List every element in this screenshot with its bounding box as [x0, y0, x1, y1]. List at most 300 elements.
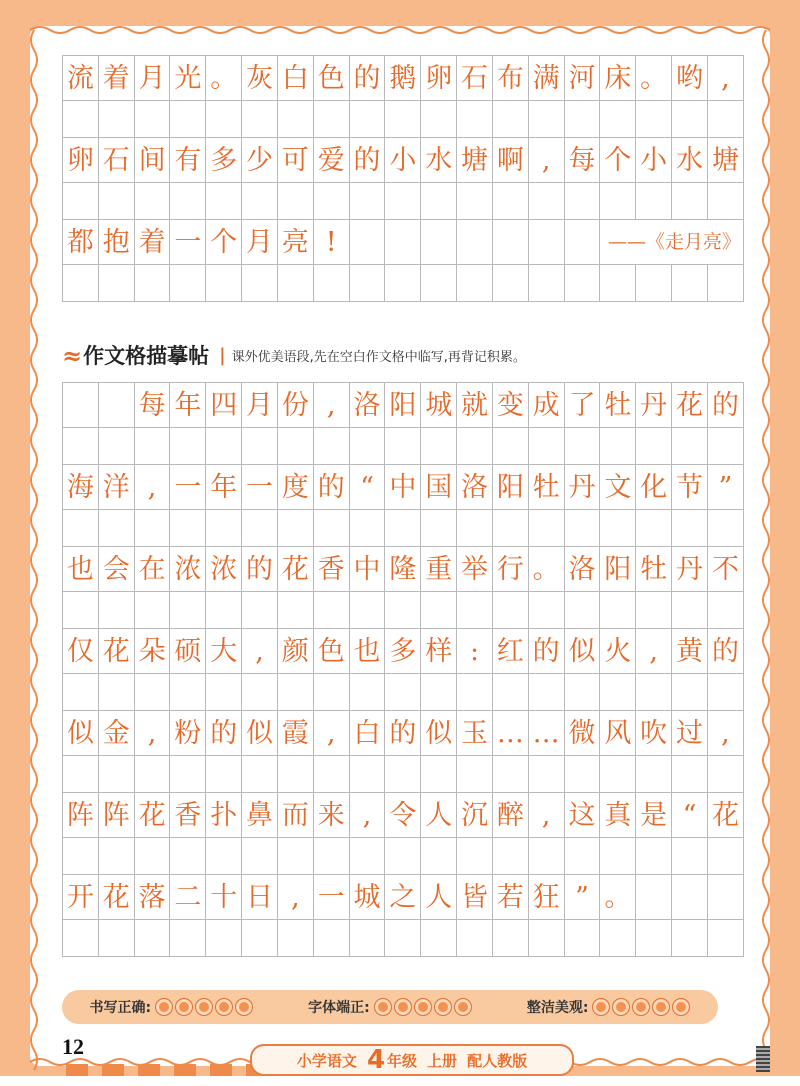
practice-cell[interactable]: [313, 183, 349, 220]
practice-cell[interactable]: [707, 920, 743, 957]
grid-cell: 城: [421, 383, 457, 428]
flower-icon[interactable]: [235, 998, 253, 1016]
grid-cell: 卵: [421, 56, 457, 101]
grid-cell: 皆: [457, 875, 493, 920]
practice-cell[interactable]: [564, 510, 600, 547]
practice-cell[interactable]: [564, 592, 600, 629]
practice-cell[interactable]: [707, 674, 743, 711]
practice-cell[interactable]: [134, 592, 170, 629]
practice-cell[interactable]: [492, 510, 528, 547]
grid-cell: 在: [134, 547, 170, 592]
practice-cell[interactable]: [707, 183, 743, 220]
grid-cell: 城: [349, 875, 385, 920]
practice-cell[interactable]: [600, 592, 636, 629]
practice-cell[interactable]: [349, 756, 385, 793]
volume-label: 上册: [427, 1051, 458, 1070]
practice-cell[interactable]: [63, 265, 99, 302]
grid-cell: 。: [528, 547, 564, 592]
practice-cell[interactable]: [170, 756, 206, 793]
wave-icon: ≈: [62, 340, 80, 370]
practice-cell[interactable]: [63, 674, 99, 711]
practice-cell[interactable]: [349, 101, 385, 138]
practice-cell[interactable]: [600, 920, 636, 957]
practice-cell[interactable]: [349, 183, 385, 220]
practice-cell[interactable]: [349, 510, 385, 547]
practice-cell[interactable]: [564, 838, 600, 875]
grid-practice-row: [63, 838, 744, 875]
practice-cell[interactable]: [707, 428, 743, 465]
practice-cell[interactable]: [170, 183, 206, 220]
practice-cell[interactable]: [564, 756, 600, 793]
practice-cell[interactable]: [313, 510, 349, 547]
practice-cell[interactable]: [564, 183, 600, 220]
practice-cell[interactable]: [492, 428, 528, 465]
practice-cell[interactable]: [134, 265, 170, 302]
grid-cell: …: [528, 711, 564, 756]
practice-cell[interactable]: [134, 756, 170, 793]
practice-cell[interactable]: [206, 265, 242, 302]
practice-cell[interactable]: [672, 920, 708, 957]
practice-cell[interactable]: [528, 101, 564, 138]
practice-cell[interactable]: [134, 674, 170, 711]
practice-cell[interactable]: [457, 510, 493, 547]
grid-cell: 成: [528, 383, 564, 428]
practice-cell[interactable]: [385, 510, 421, 547]
practice-cell[interactable]: [528, 838, 564, 875]
practice-cell[interactable]: [170, 510, 206, 547]
grid-cell: 样: [421, 629, 457, 674]
practice-cell[interactable]: [349, 838, 385, 875]
grid-cell: 日: [242, 875, 278, 920]
practice-cell[interactable]: [313, 428, 349, 465]
practice-cell[interactable]: [349, 674, 385, 711]
practice-cell[interactable]: [457, 101, 493, 138]
grid-cell: 醉: [492, 793, 528, 838]
practice-cell[interactable]: [98, 756, 134, 793]
practice-cell[interactable]: [277, 265, 313, 302]
practice-cell[interactable]: [385, 428, 421, 465]
flower-icon[interactable]: [374, 998, 392, 1016]
practice-cell[interactable]: [63, 838, 99, 875]
grid-cell: 一: [242, 465, 278, 510]
practice-cell[interactable]: [564, 265, 600, 302]
practice-cell[interactable]: [492, 101, 528, 138]
practice-cell[interactable]: [98, 101, 134, 138]
practice-cell[interactable]: [277, 101, 313, 138]
practice-cell[interactable]: [134, 920, 170, 957]
grid-cell: 之: [385, 875, 421, 920]
practice-cell[interactable]: [385, 101, 421, 138]
practice-cell[interactable]: [242, 183, 278, 220]
flower-icon[interactable]: [195, 998, 213, 1016]
practice-cell[interactable]: [457, 920, 493, 957]
practice-cell[interactable]: [170, 265, 206, 302]
practice-cell[interactable]: [636, 183, 672, 220]
grade-number: 4: [366, 1045, 386, 1075]
grid-cell: ,: [707, 711, 743, 756]
practice-cell[interactable]: [242, 920, 278, 957]
flower-icon[interactable]: [652, 998, 670, 1016]
practice-cell[interactable]: [528, 920, 564, 957]
practice-cell[interactable]: [385, 920, 421, 957]
grid-text-row: [63, 383, 744, 428]
section-title: 作文格描摹帖: [83, 344, 210, 368]
practice-cell[interactable]: [707, 838, 743, 875]
practice-cell[interactable]: [457, 183, 493, 220]
grid-cell: 扑: [206, 793, 242, 838]
citation: ——《走月亮》: [600, 220, 744, 265]
practice-cell[interactable]: [206, 674, 242, 711]
practice-cell[interactable]: [672, 428, 708, 465]
grid-cell: 牡: [636, 547, 672, 592]
practice-cell[interactable]: [421, 101, 457, 138]
practice-cell[interactable]: [242, 101, 278, 138]
grid-cell: 的: [313, 465, 349, 510]
practice-cell[interactable]: [564, 428, 600, 465]
flower-icon[interactable]: [155, 998, 173, 1016]
grid-cell: ,: [134, 465, 170, 510]
practice-cell[interactable]: [206, 428, 242, 465]
practice-cell[interactable]: [313, 838, 349, 875]
practice-cell[interactable]: [492, 920, 528, 957]
grid-cell: 颜: [277, 629, 313, 674]
grid-cell: [636, 875, 672, 920]
practice-cell[interactable]: [528, 592, 564, 629]
practice-cell[interactable]: [242, 510, 278, 547]
practice-cell[interactable]: [564, 674, 600, 711]
practice-cell[interactable]: [672, 510, 708, 547]
practice-cell[interactable]: [707, 592, 743, 629]
grid-practice-row: [63, 756, 744, 793]
grid-cell: 一: [170, 220, 206, 265]
practice-cell[interactable]: [672, 183, 708, 220]
practice-cell[interactable]: [385, 592, 421, 629]
flower-icon[interactable]: [434, 998, 452, 1016]
grid-cell: 会: [98, 547, 134, 592]
practice-cell[interactable]: [636, 756, 672, 793]
grid-cell: 狂: [528, 875, 564, 920]
grid-cell: 不: [707, 547, 743, 592]
practice-cell[interactable]: [707, 756, 743, 793]
practice-cell[interactable]: [672, 592, 708, 629]
practice-cell[interactable]: [134, 428, 170, 465]
practice-cell[interactable]: [349, 265, 385, 302]
practice-cell[interactable]: [134, 183, 170, 220]
practice-cell[interactable]: [242, 838, 278, 875]
practice-cell[interactable]: [636, 265, 672, 302]
grid-cell: 火: [600, 629, 636, 674]
grid-cell: 哟: [672, 56, 708, 101]
practice-cell[interactable]: [313, 756, 349, 793]
practice-cell[interactable]: [457, 428, 493, 465]
practice-cell[interactable]: [63, 510, 99, 547]
practice-cell[interactable]: [457, 838, 493, 875]
practice-cell[interactable]: [206, 920, 242, 957]
grid-cell: 举: [457, 547, 493, 592]
grid-cell: 着: [98, 56, 134, 101]
grid-cell: [349, 220, 385, 265]
practice-cell[interactable]: [206, 183, 242, 220]
practice-cell[interactable]: [170, 920, 206, 957]
practice-cell[interactable]: [98, 674, 134, 711]
practice-cell[interactable]: [349, 920, 385, 957]
grid-cell: 花: [277, 547, 313, 592]
practice-cell[interactable]: [385, 756, 421, 793]
grid-cell: ,: [528, 138, 564, 183]
rating-item: [90, 997, 254, 1017]
practice-cell[interactable]: [492, 592, 528, 629]
practice-cell[interactable]: [457, 592, 493, 629]
practice-cell[interactable]: [492, 838, 528, 875]
grid-cell: 似: [242, 711, 278, 756]
grid-cell: 重: [421, 547, 457, 592]
practice-cell[interactable]: [600, 428, 636, 465]
grid-cell: 每: [134, 383, 170, 428]
practice-cell[interactable]: [170, 674, 206, 711]
practice-cell[interactable]: [421, 592, 457, 629]
practice-cell[interactable]: [170, 101, 206, 138]
practice-cell[interactable]: [421, 265, 457, 302]
flower-icon[interactable]: [175, 998, 193, 1016]
practice-cell[interactable]: [206, 510, 242, 547]
flower-icon[interactable]: [394, 998, 412, 1016]
practice-cell[interactable]: [492, 183, 528, 220]
practice-cell[interactable]: [98, 838, 134, 875]
grid-cell: 阳: [385, 383, 421, 428]
practice-cell[interactable]: [600, 183, 636, 220]
grid-practice-row: [63, 101, 744, 138]
grid-cell: 牡: [528, 465, 564, 510]
practice-cell[interactable]: [636, 838, 672, 875]
flower-icon[interactable]: [612, 998, 630, 1016]
flower-icon[interactable]: [414, 998, 432, 1016]
practice-cell[interactable]: [98, 183, 134, 220]
practice-cell[interactable]: [313, 592, 349, 629]
practice-cell[interactable]: [600, 510, 636, 547]
practice-cell[interactable]: [98, 510, 134, 547]
practice-cell[interactable]: [636, 592, 672, 629]
grid-cell: ,: [134, 711, 170, 756]
practice-cell[interactable]: [134, 838, 170, 875]
practice-cell[interactable]: [564, 101, 600, 138]
practice-cell[interactable]: [277, 592, 313, 629]
grid-cell: 都: [63, 220, 99, 265]
grid-cell: 年: [206, 465, 242, 510]
practice-cell[interactable]: [277, 756, 313, 793]
flower-rating: [153, 998, 253, 1016]
practice-cell[interactable]: [636, 920, 672, 957]
practice-cell[interactable]: [134, 101, 170, 138]
grid-cell: 石: [98, 138, 134, 183]
practice-cell[interactable]: [528, 428, 564, 465]
practice-cell[interactable]: [421, 838, 457, 875]
practice-cell[interactable]: [170, 592, 206, 629]
grid-cell: 水: [672, 138, 708, 183]
practice-cell[interactable]: [492, 674, 528, 711]
practice-cell[interactable]: [134, 510, 170, 547]
practice-cell[interactable]: [457, 756, 493, 793]
decorative-tick: [138, 1064, 160, 1076]
practice-cell[interactable]: [492, 756, 528, 793]
practice-cell[interactable]: [672, 674, 708, 711]
grid-cell: 变: [492, 383, 528, 428]
practice-cell[interactable]: [636, 428, 672, 465]
practice-cell[interactable]: [385, 674, 421, 711]
practice-cell[interactable]: [242, 428, 278, 465]
practice-cell[interactable]: [63, 428, 99, 465]
practice-cell[interactable]: [349, 428, 385, 465]
practice-cell[interactable]: [421, 756, 457, 793]
flower-icon[interactable]: [672, 998, 690, 1016]
grid-cell: ”: [707, 465, 743, 510]
grid-cell: 多: [385, 629, 421, 674]
practice-cell[interactable]: [63, 101, 99, 138]
grid-cell: [385, 220, 421, 265]
practice-cell[interactable]: [242, 756, 278, 793]
practice-cell[interactable]: [206, 592, 242, 629]
grid-cell: 有: [170, 138, 206, 183]
practice-cell[interactable]: [277, 428, 313, 465]
practice-cell[interactable]: [385, 183, 421, 220]
grid-cell: 化: [636, 465, 672, 510]
practice-cell[interactable]: [421, 428, 457, 465]
practice-cell[interactable]: [421, 674, 457, 711]
practice-cell[interactable]: [600, 674, 636, 711]
practice-cell[interactable]: [600, 756, 636, 793]
grid-cell: 洛: [349, 383, 385, 428]
practice-cell[interactable]: [672, 265, 708, 302]
practice-cell[interactable]: [600, 101, 636, 138]
grid-cell: “: [349, 465, 385, 510]
grid-cell: 花: [98, 875, 134, 920]
practice-cell[interactable]: [528, 265, 564, 302]
practice-cell[interactable]: [385, 265, 421, 302]
grid-cell: 鼻: [242, 793, 278, 838]
practice-cell[interactable]: [600, 838, 636, 875]
writing-grid-passage-1: [62, 55, 744, 302]
practice-cell[interactable]: [528, 183, 564, 220]
practice-cell[interactable]: [421, 183, 457, 220]
grid-cell: 月: [242, 383, 278, 428]
practice-cell[interactable]: [98, 265, 134, 302]
grid-cell: 朵: [134, 629, 170, 674]
practice-cell[interactable]: [242, 674, 278, 711]
practice-cell[interactable]: [170, 838, 206, 875]
grid-cell: 月: [242, 220, 278, 265]
practice-cell[interactable]: [636, 674, 672, 711]
grid-cell: 的: [528, 629, 564, 674]
grid-cell: !: [313, 220, 349, 265]
practice-cell[interactable]: [170, 428, 206, 465]
practice-cell[interactable]: [528, 756, 564, 793]
practice-cell[interactable]: [672, 838, 708, 875]
practice-cell[interactable]: [277, 920, 313, 957]
practice-cell[interactable]: [421, 510, 457, 547]
grid-cell: 来: [313, 793, 349, 838]
grid-cell: 洋: [98, 465, 134, 510]
grid-text-row: [63, 793, 744, 838]
practice-cell[interactable]: [707, 265, 743, 302]
practice-cell[interactable]: [421, 920, 457, 957]
practice-cell[interactable]: [277, 838, 313, 875]
grid-cell: 流: [63, 56, 99, 101]
grid-cell: 浓: [170, 547, 206, 592]
practice-cell[interactable]: [600, 265, 636, 302]
practice-cell[interactable]: [636, 510, 672, 547]
grid-cell: 金: [98, 711, 134, 756]
practice-cell[interactable]: [636, 101, 672, 138]
practice-cell[interactable]: [206, 101, 242, 138]
practice-cell[interactable]: [313, 265, 349, 302]
practice-cell[interactable]: [457, 674, 493, 711]
grid-cell: 节: [672, 465, 708, 510]
rating-label: 书写正确:: [89, 1000, 152, 1016]
practice-cell[interactable]: [313, 920, 349, 957]
flower-icon[interactable]: [632, 998, 650, 1016]
practice-cell[interactable]: [313, 674, 349, 711]
practice-cell[interactable]: [672, 756, 708, 793]
grid-cell: “: [672, 793, 708, 838]
practice-cell[interactable]: [457, 265, 493, 302]
practice-cell[interactable]: [707, 101, 743, 138]
practice-cell[interactable]: [277, 674, 313, 711]
practice-cell[interactable]: [206, 756, 242, 793]
grid-cell: [98, 383, 134, 428]
practice-cell[interactable]: [63, 756, 99, 793]
grid-cell: 卵: [63, 138, 99, 183]
flower-icon[interactable]: [215, 998, 233, 1016]
practice-cell[interactable]: [277, 183, 313, 220]
flower-icon[interactable]: [454, 998, 472, 1016]
practice-cell[interactable]: [242, 265, 278, 302]
flower-rating: [590, 998, 690, 1016]
grid-cell: 多: [206, 138, 242, 183]
practice-cell[interactable]: [206, 838, 242, 875]
practice-cell[interactable]: [492, 265, 528, 302]
practice-cell[interactable]: [98, 592, 134, 629]
practice-cell[interactable]: [313, 101, 349, 138]
grid-cell: 着: [134, 220, 170, 265]
grid-cell: 人: [421, 793, 457, 838]
grid-cell: 的: [707, 383, 743, 428]
grid-cell: 爱: [313, 138, 349, 183]
practice-cell[interactable]: [98, 920, 134, 957]
practice-cell[interactable]: [277, 510, 313, 547]
page-number: 12: [62, 1034, 84, 1059]
grid-cell: 色: [313, 56, 349, 101]
grid-cell: 四: [206, 383, 242, 428]
grid-cell: 个: [600, 138, 636, 183]
grid-cell: 似: [421, 711, 457, 756]
practice-cell[interactable]: [564, 920, 600, 957]
practice-cell[interactable]: [63, 183, 99, 220]
practice-cell[interactable]: [672, 101, 708, 138]
practice-cell[interactable]: [528, 674, 564, 711]
grid-cell: 可: [277, 138, 313, 183]
flower-icon[interactable]: [592, 998, 610, 1016]
grid-cell: 隆: [385, 547, 421, 592]
grid-cell: 的: [385, 711, 421, 756]
practice-cell[interactable]: [242, 592, 278, 629]
practice-cell[interactable]: [63, 592, 99, 629]
grid-cell: 中: [349, 547, 385, 592]
practice-cell[interactable]: [707, 510, 743, 547]
practice-cell[interactable]: [385, 838, 421, 875]
practice-cell[interactable]: [349, 592, 385, 629]
practice-cell[interactable]: [98, 428, 134, 465]
practice-cell[interactable]: [63, 920, 99, 957]
practice-cell[interactable]: [528, 510, 564, 547]
